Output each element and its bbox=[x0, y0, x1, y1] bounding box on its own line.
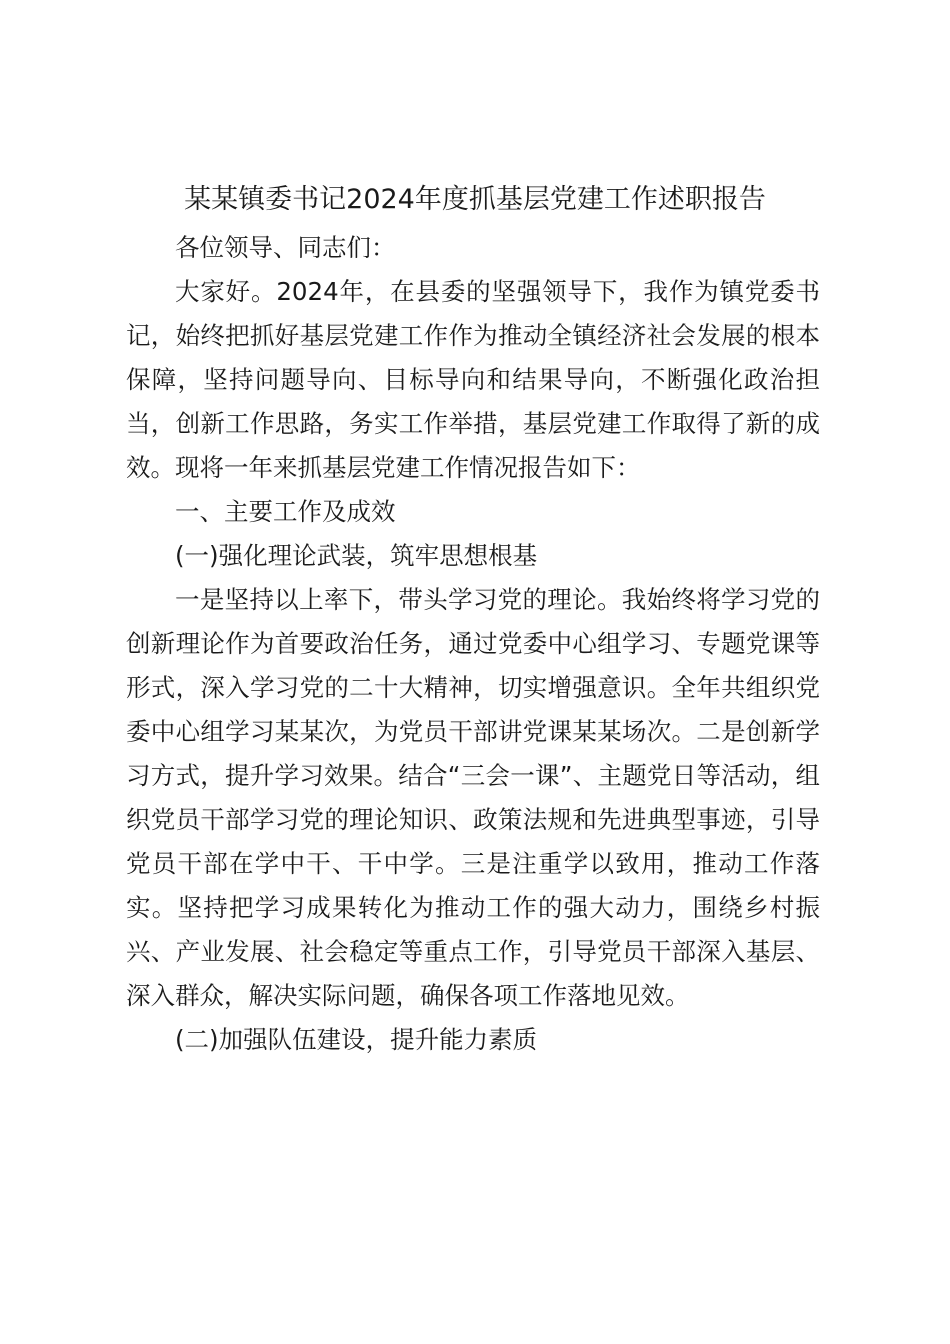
intro-paragraph: 大家好。2024年，在县委的坚强领导下，我作为镇党委书记，始终把抓好基层党建工作作为推动全镇经济社会发展的根本保障，坚持问题导向、目标导向和结果导向，不断强化政治担当，创新工作思路，务实工作举措，基层党建工作取得了新的成效。现将一年来抓基层党建工作情况报告如下： bbox=[126, 277, 820, 482]
salutation: 各位领导、同志们： bbox=[175, 233, 396, 262]
subsection-heading-2: (二)加强队伍建设，提升能力素质 bbox=[175, 1025, 538, 1054]
subsection-heading-1: (一)强化理论武装，筑牢思想根基 bbox=[175, 541, 538, 570]
body-paragraph-1: 一是坚持以上率下，带头学习党的理论。我始终将学习党的创新理论作为首要政治任务，通过党委中心组学习、专题党课等形式，深入学习党的二十大精神，切实增强意识。全年共组织党委中心组学习某某次，为党员干部讲党课某某场次。二是创新学习方式，提升学习效果。结合“三会一课”、主题党日等活动，组织党员干部学习党的理论知识、政策法规和先进典型事迹，引导党员干部在学中干、干中学。三是注重学以致用，推动工作落实。坚持把学习成果转化为推动工作的强大动力，围绕乡村振兴、产业发展、社会稳定等重点工作，引导党员干部深入基层、深入群众，解决实际问题，确保各项工作落地见效。 bbox=[126, 585, 820, 1010]
section-heading-1: 一、主要工作及成效 bbox=[175, 497, 396, 526]
document-title: 某某镇委书记2024年度抓基层党建工作述职报告 bbox=[184, 184, 766, 215]
document-body bbox=[126, 226, 820, 1062]
